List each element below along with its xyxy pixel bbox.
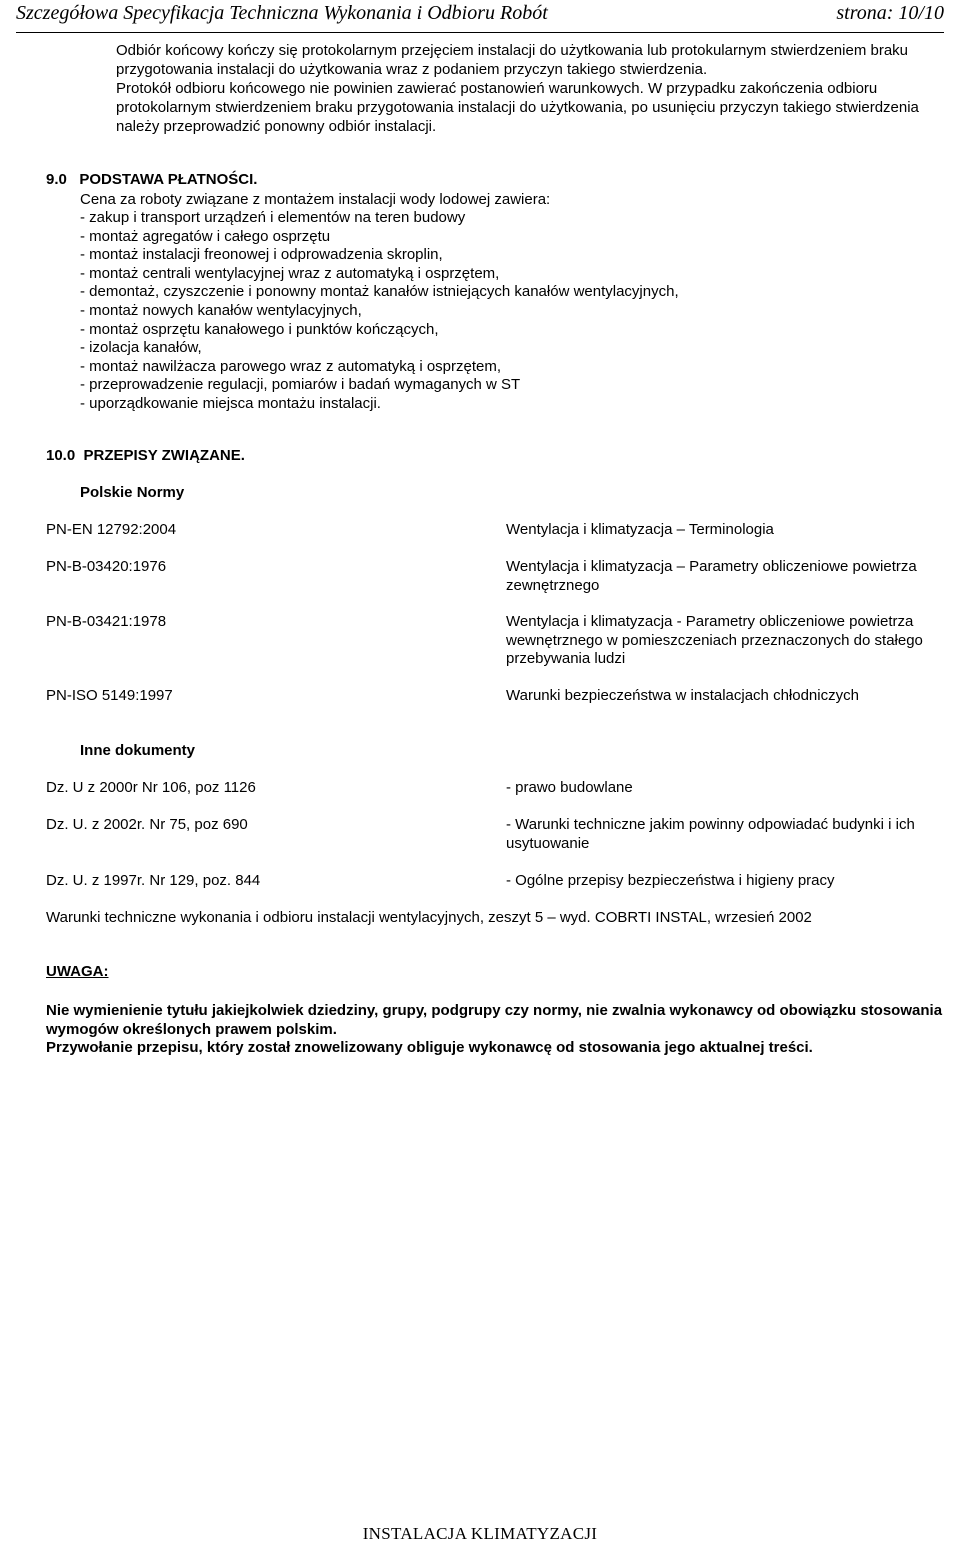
payment-items-list (80, 209, 940, 414)
norm-description: Warunki bezpieczeństwa w instalacjach chłodniczych (506, 687, 859, 704)
section-9-intro: Cena za roboty związane z montażem instalacji wody lodowej zawiera: (80, 191, 551, 208)
uwaga-note (46, 1002, 946, 1058)
norm-code: PN-ISO 5149:1997 (46, 687, 173, 704)
list-item: - montaż centrali wentylacyjnej wraz z automatyką i osprzętem, (80, 264, 500, 282)
uwaga-heading: UWAGA: (46, 963, 109, 980)
list-item: - przeprowadzenie regulacji, pomiarów i badań wymaganych w ST (80, 376, 521, 394)
list-item: - izolacja kanałów, (80, 339, 202, 357)
uwaga-paragraph-1: Nie wymienienie tytułu jakiejkolwiek dziedziny, grupy, podgrupy czy normy, nie zwalnia wykonawcy od obowiązku stosowania wymogów określonych prawem polskim. (46, 1002, 943, 1038)
list-item: - zakup i transport urządzeń i elementów na teren budowy (80, 209, 466, 226)
page-number: strona: 10/10 (836, 2, 944, 24)
list-item: - montaż nawilżacza parowego wraz z automatyką i osprzętem, (80, 357, 502, 375)
list-item: - demontaż, czyszczenie i ponowny montaż kanałów istniejących kanałów wentylacyjnych, (80, 283, 679, 301)
intro-paragraph-2: Protokół odbioru końcowego nie powinien zawierać postanowień warunkowych. W przypadku zakończenia odbioru protokolarnym stwierdzeniem braku przygotowania instalacji do użytkowania, po usunięciu przyczyn takiego stwierdzenia należy przeprowadzić ponowny odbiór instalacji. (116, 80, 919, 135)
section-9-body (80, 190, 940, 414)
norm-description: Wentylacja i klimatyzacja - Parametry obliczeniowe powietrza wewnętrznego w pomieszczeniach przeznaczonych do stałego przebywania ludzi (506, 613, 923, 668)
document-description: - Warunki techniczne jakim powinny odpowiadać budynki i ich usytuowanie (506, 816, 915, 852)
norm-code: PN-EN 12792:2004 (46, 521, 177, 538)
document-description: - Ogólne przepisy bezpieczeństwa i higieny pracy (506, 872, 835, 889)
list-item: - uporządkowanie miejsca montażu instalacji. (80, 394, 381, 412)
inne-dokumenty-heading: Inne dokumenty (80, 742, 196, 759)
warunki-reference: Warunki techniczne wykonania i odbioru instalacji wentylacyjnych, zeszyt 5 – wyd. COBRTI INSTAL, wrzesień 2002 (46, 909, 812, 926)
norm-description: Wentylacja i klimatyzacja – Terminologia (506, 521, 774, 538)
page-header (16, 2, 944, 33)
polskie-normy-heading: Polskie Normy (80, 484, 185, 501)
document-description: - prawo budowlane (506, 779, 633, 796)
norm-description: Wentylacja i klimatyzacja – Parametry obliczeniowe powietrza zewnętrznego (506, 558, 917, 594)
section-9-heading: 9.0 PODSTAWA PŁATNOŚCI. (46, 171, 258, 188)
intro-paragraph-1: Odbiór końcowy kończy się protokolarnym przejęciem instalacji do użytkowania lub protokularnym stwierdzeniem braku przygotowania instalacji do użytkowania wraz z podaniem przyczyn takiego stwierdzenia. (116, 42, 909, 78)
document-code: Dz. U. z 1997r. Nr 129, poz. 844 (46, 872, 261, 889)
norm-code: PN-B-03420:1976 (46, 558, 167, 575)
list-item: - montaż nowych kanałów wentylacyjnych, (80, 301, 362, 319)
document-title: Szczegółowa Specyfikacja Techniczna Wykonania i Odbioru Robót (16, 2, 548, 24)
page-footer: INSTALACJA KLIMATYZACJI (362, 1524, 598, 1543)
norm-code: PN-B-03421:1978 (46, 613, 167, 630)
document-code: Dz. U z 2000r Nr 106, poz 1126 (46, 779, 256, 796)
document-code: Dz. U. z 2002r. Nr 75, poz 690 (46, 816, 248, 833)
section-10-heading: 10.0 PRZEPISY ZWIĄZANE. (46, 447, 245, 464)
list-item: - montaż instalacji freonowej i odprowadzenia skroplin, (80, 246, 443, 264)
list-item: - montaż osprzętu kanałowego i punktów kończących, (80, 320, 439, 338)
intro-section (116, 41, 936, 136)
uwaga-paragraph-2: Przywołanie przepisu, który został znowelizowany obliguje wykonawcę od stosowania jego aktualnej treści. (46, 1039, 813, 1057)
list-item: - montaż agregatów i całego osprzętu (80, 227, 331, 245)
